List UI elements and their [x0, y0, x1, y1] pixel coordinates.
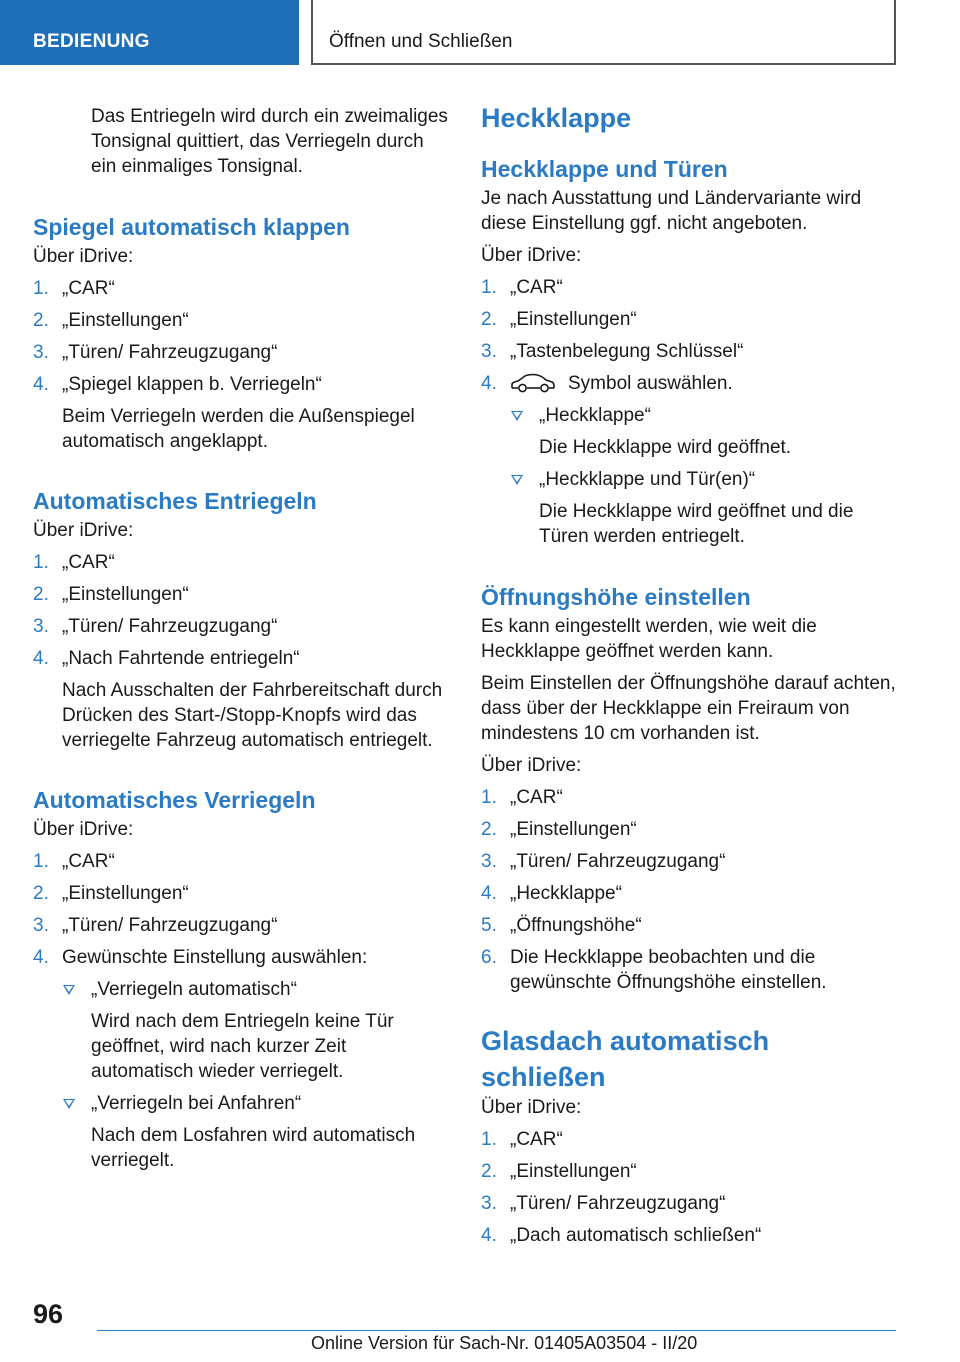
via-idrive: Über iDrive: — [33, 819, 134, 840]
option-description: Wird nach dem Entriegeln keine Tür geöffnet, wird nach kurzer Zeit automatisch wieder verriegelt. — [91, 1011, 394, 1082]
section-title-glass-roof: Glasdach automatisch schließen — [481, 1026, 770, 1092]
opening-height-paragraph-2: Beim Einstellen der Öffnungshöhe darauf achten, dass über der Heckklappe ein Freiraum von mindestens 10 cm vorhanden ist. — [481, 673, 896, 744]
list-item: „Verriegeln bei Anfahren“ Nach dem Losfahren wird automatisch verriegelt. — [62, 1091, 453, 1173]
list-item: 5. „Öffnungshöhe“ — [481, 915, 642, 936]
chapter-header: Öffnen und Schließen — [311, 0, 896, 65]
list-item: 3. „Türen/ Fahrzeugzugang“ — [481, 851, 726, 872]
right-column — [481, 100, 901, 1248]
list-item: 4. „Heckklappe“ — [481, 883, 622, 904]
list-item: 1. „CAR“ — [481, 787, 563, 808]
triangle-bullet-icon — [63, 985, 75, 995]
triangle-bullet-icon — [511, 475, 523, 485]
section-title-tailgate-doors: Heckklappe und Türen — [481, 156, 728, 182]
steps-mirrors — [33, 276, 453, 454]
list-item: 1. „CAR“ — [33, 278, 115, 299]
steps-opening-height — [481, 785, 901, 995]
list-item: 3. „Türen/ Fahrzeugzugang“ — [33, 616, 278, 637]
list-item: 2. „Einstellungen“ — [33, 310, 189, 331]
section-title-mirrors: Spiegel automatisch klappen — [33, 214, 350, 240]
via-idrive: Über iDrive: — [481, 245, 582, 266]
list-item: 2. „Einstellungen“ — [33, 883, 189, 904]
triangle-bullet-icon — [511, 411, 523, 421]
list-item: „Heckklappe“ Die Heckklappe wird geöffnet. — [510, 403, 901, 460]
step-description: Beim Verriegeln werden die Außenspiegel automatisch angeklappt. — [62, 406, 415, 452]
intro-paragraph: Das Entriegeln wird durch ein zweimaliges Tonsignal quittiert, das Verriegeln durch ein einmaliges Tonsignal. — [91, 106, 448, 177]
list-item: 1. „CAR“ — [33, 552, 115, 573]
steps-unlock — [33, 550, 453, 753]
list-item: 1. „CAR“ — [481, 277, 563, 298]
list-item: 3. „Tastenbelegung Schlüssel“ — [481, 341, 744, 362]
list-item: 2. „Einstellungen“ — [33, 584, 189, 605]
chapter-title-tailgate: Heckklappe — [481, 103, 632, 133]
options-lock — [62, 977, 453, 1173]
tailgate-intro: Je nach Ausstattung und Ländervariante wird diese Einstellung ggf. nicht angeboten. — [481, 188, 862, 234]
steps-glass-roof — [481, 1127, 901, 1248]
via-idrive: Über iDrive: — [481, 1097, 582, 1118]
list-item: 4. „Spiegel klappen b. Verriegeln“ Beim Verriegeln werden die Außenspiegel automatisch angeklappt. — [33, 372, 453, 454]
section-title-lock: Automatisches Verriegeln — [33, 787, 316, 813]
list-item: 1. „CAR“ — [33, 851, 115, 872]
list-item: 6. Die Heckklappe beobachten und die gewünschte Öffnungshöhe einstellen. — [481, 947, 827, 993]
list-item: 4. Symbol auswählen. „Heckklappe“ Die Heckklappe wird geöffnet. „Heckklappe und Tür(en)“ Die Heckklappe wird geöffnet und die Türen werden entriegelt. — [481, 371, 901, 549]
list-item: 4. Gewünschte Einstellung auswählen: „Verriegeln automatisch“ Wird nach dem Entriegeln keine Tür geöffnet, wird nach kurzer Zeit automatisch wieder verriegelt. „Verriegeln bei Anfahren“ Nach dem Losfahren wird automatisch verriegelt. — [33, 945, 453, 1173]
list-item: 4. „Nach Fahrtende entriegeln“ Nach Ausschalten der Fahrbereitschaft durch Drücken des Start-/Stopp-Knopfs wird das verriegelte Fahrzeug automatisch entriegelt. — [33, 646, 453, 753]
footer-version-text: Online Version für Sach-Nr. 01405A03504 - II/20 — [311, 1333, 698, 1353]
section-title-opening-height: Öffnungshöhe einstellen — [481, 584, 751, 610]
list-item: „Heckklappe und Tür(en)“ Die Heckklappe wird geöffnet und die Türen werden entriegelt. — [510, 467, 901, 549]
list-item: 3. „Türen/ Fahrzeugzugang“ — [33, 915, 278, 936]
via-idrive: Über iDrive: — [33, 246, 134, 267]
option-description: Die Heckklappe wird geöffnet und die Türen werden entriegelt. — [539, 501, 854, 547]
list-item: 4. „Dach automatisch schließen“ — [481, 1225, 762, 1246]
list-item: 3. „Türen/ Fahrzeugzugang“ — [481, 1193, 726, 1214]
triangle-bullet-icon — [63, 1099, 75, 1109]
list-item: „Verriegeln automatisch“ Wird nach dem Entriegeln keine Tür geöffnet, wird nach kurzer Zeit automatisch wieder verriegelt. — [62, 977, 453, 1084]
section-title-unlock: Automatisches Entriegeln — [33, 488, 317, 514]
steps-tailgate — [481, 275, 901, 549]
opening-height-paragraph-1: Es kann eingestellt werden, wie weit die Heckklappe geöffnet werden kann. — [481, 616, 817, 662]
option-description: Die Heckklappe wird geöffnet. — [539, 437, 792, 458]
list-item: 2. „Einstellungen“ — [481, 1161, 637, 1182]
list-item: 2. „Einstellungen“ — [481, 309, 637, 330]
via-idrive: Über iDrive: — [33, 520, 134, 541]
list-item: 3. „Türen/ Fahrzeugzugang“ — [33, 342, 278, 363]
left-column — [33, 100, 453, 1173]
page-number: 96 — [33, 1299, 64, 1329]
car-icon — [510, 373, 556, 393]
via-idrive: Über iDrive: — [481, 755, 582, 776]
section-header: BEDIENUNG — [0, 0, 299, 65]
list-item: 1. „CAR“ — [481, 1129, 563, 1150]
footer-divider — [97, 1330, 896, 1331]
option-description: Nach dem Losfahren wird automatisch verriegelt. — [91, 1125, 416, 1171]
steps-lock — [33, 849, 453, 1173]
options-tailgate — [510, 403, 901, 549]
list-item: 2. „Einstellungen“ — [481, 819, 637, 840]
step-description: Nach Ausschalten der Fahrbereitschaft durch Drücken des Start-/Stopp-Knopfs wird das verriegelte Fahrzeug automatisch entriegelt. — [62, 680, 443, 751]
